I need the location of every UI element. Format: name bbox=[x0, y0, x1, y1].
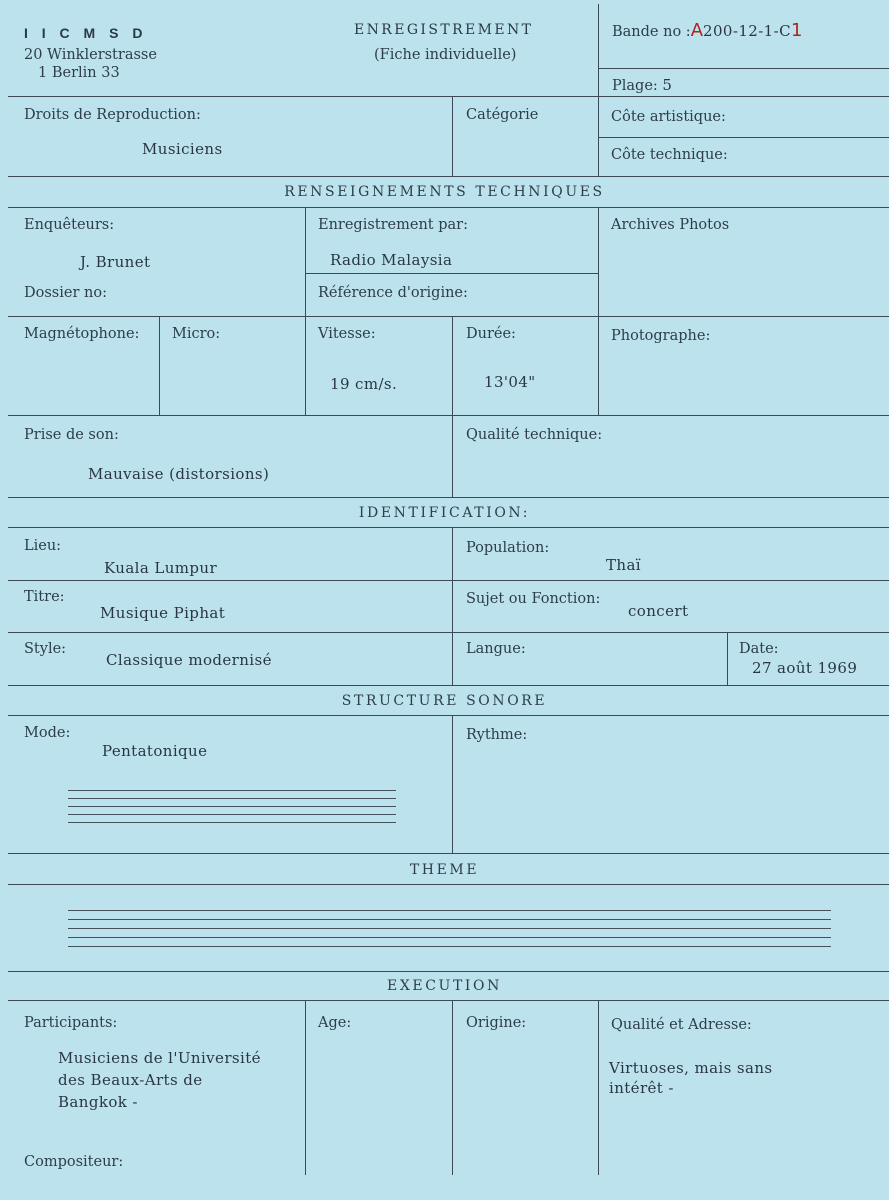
rule-micro-left bbox=[159, 316, 160, 415]
titre-label: Titre: bbox=[24, 589, 65, 605]
mode-value: Pentatonique bbox=[102, 742, 208, 760]
rule-ident-mid bbox=[452, 527, 453, 685]
qualite-adresse-label: Qualité et Adresse: bbox=[611, 1017, 752, 1033]
rule-qualiteadr-left bbox=[598, 1000, 599, 1175]
rule-categorie-left bbox=[452, 96, 453, 176]
lieu-value: Kuala Lumpur bbox=[104, 559, 218, 577]
rule-date-left bbox=[727, 632, 728, 685]
bande-field bbox=[612, 22, 802, 41]
section-title-technique: RENSEIGNEMENTS TECHNIQUES bbox=[284, 184, 605, 200]
rule-origine-left bbox=[452, 1000, 453, 1175]
mode-label: Mode: bbox=[24, 725, 71, 741]
compositeur-label: Compositeur: bbox=[24, 1154, 124, 1170]
rule-ident-title-bottom bbox=[8, 527, 889, 528]
rule-cote-mid bbox=[598, 137, 889, 138]
rule-style-bottom bbox=[8, 685, 889, 686]
participants-label: Participants: bbox=[24, 1015, 118, 1031]
form-title: ENREGISTREMENT bbox=[354, 22, 534, 38]
section-title-structure: STRUCTURE SONORE bbox=[341, 693, 548, 709]
vitesse-label: Vitesse: bbox=[318, 326, 376, 342]
rule-dossier-bottom bbox=[8, 316, 889, 317]
duree-label: Durée: bbox=[466, 326, 516, 342]
bande-prefix: A bbox=[690, 20, 704, 41]
rule-tech-title-bottom bbox=[8, 207, 889, 208]
participants-line-3: Bangkok - bbox=[58, 1093, 138, 1111]
rule-header-right bbox=[598, 4, 599, 96]
rule-rythme-left bbox=[452, 715, 453, 853]
bande-suffix: 1 bbox=[790, 20, 803, 41]
population-value: Thaï bbox=[606, 556, 642, 574]
enregistrement-label: Enregistrement par: bbox=[318, 217, 468, 233]
participants-line-1: Musiciens de l'Université bbox=[58, 1049, 261, 1067]
enqueteurs-value: J. Brunet bbox=[80, 253, 151, 271]
dossier-label: Dossier no: bbox=[24, 285, 107, 301]
rule-archives-left bbox=[598, 207, 599, 415]
cote-artistique-label: Côte artistique: bbox=[611, 109, 726, 125]
categorie-label: Catégorie bbox=[466, 107, 539, 123]
rule-titre-bottom bbox=[8, 632, 889, 633]
participants-line-2: des Beaux-Arts de bbox=[58, 1071, 203, 1089]
section-title-execution: EXECUTION bbox=[387, 978, 502, 994]
rule-enreg-left bbox=[305, 207, 306, 415]
rule-exec-title-bottom bbox=[8, 1000, 889, 1001]
droits-label: Droits de Reproduction: bbox=[24, 107, 201, 123]
enregistrement-value: Radio Malaysia bbox=[330, 251, 453, 269]
org-name: I I C M S D bbox=[24, 25, 148, 41]
section-title-identification: IDENTIFICATION: bbox=[358, 505, 531, 521]
date-label: Date: bbox=[739, 641, 779, 657]
qualite-adresse-line-1: Virtuoses, mais sans bbox=[609, 1059, 773, 1077]
sujet-label: Sujet ou Fonction: bbox=[466, 591, 601, 607]
rule-plage-top bbox=[598, 68, 889, 69]
bande-label: Bande no : bbox=[612, 24, 691, 40]
qualite-technique-label: Qualité technique: bbox=[466, 427, 603, 443]
style-value: Classique modernisé bbox=[106, 651, 272, 669]
cote-technique-label: Côte technique: bbox=[611, 147, 728, 163]
droits-value: Musiciens bbox=[142, 140, 223, 158]
titre-value: Musique Piphat bbox=[100, 604, 226, 622]
rule-prise-bottom bbox=[8, 497, 889, 498]
langue-label: Langue: bbox=[466, 641, 526, 657]
plage-field bbox=[612, 76, 672, 95]
micro-label: Micro: bbox=[172, 326, 221, 342]
vitesse-value: 19 cm/s. bbox=[330, 375, 398, 393]
duree-value: 13'04" bbox=[484, 373, 536, 391]
archives-label: Archives Photos bbox=[611, 217, 730, 233]
plage-value: 5 bbox=[662, 76, 673, 94]
population-label: Population: bbox=[466, 540, 550, 556]
rule-age-left bbox=[305, 1000, 306, 1175]
rule-duree-left bbox=[452, 316, 453, 415]
section-title-theme: THEME bbox=[409, 862, 480, 878]
plage-label: Plage: bbox=[612, 78, 658, 94]
origine-label: Origine: bbox=[466, 1015, 527, 1031]
rule-theme-title-bottom bbox=[8, 884, 889, 885]
rule-theme-bottom bbox=[8, 971, 889, 972]
rule-equipment-bottom bbox=[8, 415, 889, 416]
bande-value: 200-12-1-C bbox=[703, 22, 791, 40]
form-subtitle: (Fiche individuelle) bbox=[374, 47, 517, 63]
org-address-city: 1 Berlin 33 bbox=[38, 65, 120, 81]
qualite-adresse-line-2: intérêt - bbox=[609, 1079, 674, 1097]
sujet-value: concert bbox=[628, 602, 689, 620]
prise-value: Mauvaise (distorsions) bbox=[88, 465, 270, 483]
rythme-label: Rythme: bbox=[466, 727, 528, 743]
org-address-street: 20 Winklerstrasse bbox=[24, 47, 157, 63]
photographe-label: Photographe: bbox=[611, 328, 711, 344]
rule-cote-left bbox=[598, 96, 599, 176]
lieu-label: Lieu: bbox=[24, 538, 62, 554]
rule-mode-bottom bbox=[8, 853, 889, 854]
rule-ref-top bbox=[305, 273, 598, 274]
style-label: Style: bbox=[24, 641, 67, 657]
rule-lieu-bottom bbox=[8, 580, 889, 581]
age-label: Age: bbox=[318, 1015, 352, 1031]
rule-header-bottom bbox=[8, 96, 889, 97]
magnetophone-label: Magnétophone: bbox=[24, 326, 140, 342]
enqueteurs-label: Enquêteurs: bbox=[24, 217, 115, 233]
reference-label: Référence d'origine: bbox=[318, 285, 468, 301]
date-value: 27 août 1969 bbox=[752, 659, 858, 677]
rule-struct-title-bottom bbox=[8, 715, 889, 716]
prise-label: Prise de son: bbox=[24, 427, 119, 443]
rule-qualite-left bbox=[452, 415, 453, 497]
rule-rights-bottom bbox=[8, 176, 889, 177]
